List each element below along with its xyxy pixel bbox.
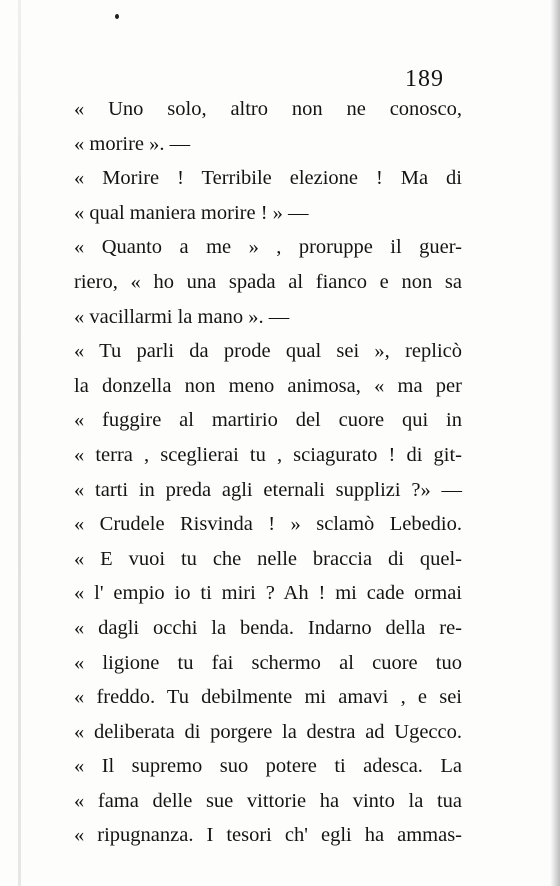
page-gutter-shadow xyxy=(18,0,21,886)
text-line: « Tu parli da prode qual sei », replicò xyxy=(74,340,462,363)
text-line: « freddo. Tu debilmente mi amavi , e sei xyxy=(74,686,462,709)
text-line: « deliberata di porgere la destra ad Ugecco. xyxy=(74,720,462,743)
text-line: « tarti in preda agli eternali supplizi ?» — xyxy=(74,478,462,501)
text-line: « Il supremo suo potere ti adesca. La xyxy=(74,755,462,778)
ink-speck xyxy=(115,14,119,19)
text-line: « ripugnanza. I tesori ch' egli ha ammas- xyxy=(74,824,462,847)
page-number: 189 xyxy=(405,66,444,92)
text-line: « terra , sceglierai tu , sciagurato ! di git- xyxy=(74,443,462,466)
body-text xyxy=(74,92,462,853)
text-line: « E vuoi tu che nelle braccia di quel- xyxy=(74,547,462,570)
text-line: « fama delle sue vittorie ha vinto la tua xyxy=(74,789,462,812)
text-line: « dagli occhi la benda. Indarno della re- xyxy=(74,616,462,639)
text-line: « Morire ! Terribile elezione ! Ma di xyxy=(74,167,462,190)
text-line: riero, « ho una spada al fianco e non sa xyxy=(74,270,462,293)
text-line: « l' empio io ti miri ? Ah ! mi cade ormai xyxy=(74,582,462,605)
text-line: « vacillarmi la mano ». — xyxy=(74,305,290,328)
text-line: « Quanto a me » , proruppe il guer- xyxy=(74,236,462,259)
text-line: « morire ». — xyxy=(74,132,191,155)
text-line: « Crudele Risvinda ! » sclamò Lebedio. xyxy=(74,513,462,536)
text-line: « fuggire al martirio del cuore qui in xyxy=(74,409,462,432)
text-line: « qual maniera morire ! » — xyxy=(74,201,309,224)
text-line: « ligione tu fai schermo al cuore tuo xyxy=(74,651,462,674)
text-line: « Uno solo, altro non ne conosco, xyxy=(74,98,462,120)
text-line: la donzella non meno animosa, « ma per xyxy=(74,374,462,397)
page-edge-shadow xyxy=(550,0,560,886)
